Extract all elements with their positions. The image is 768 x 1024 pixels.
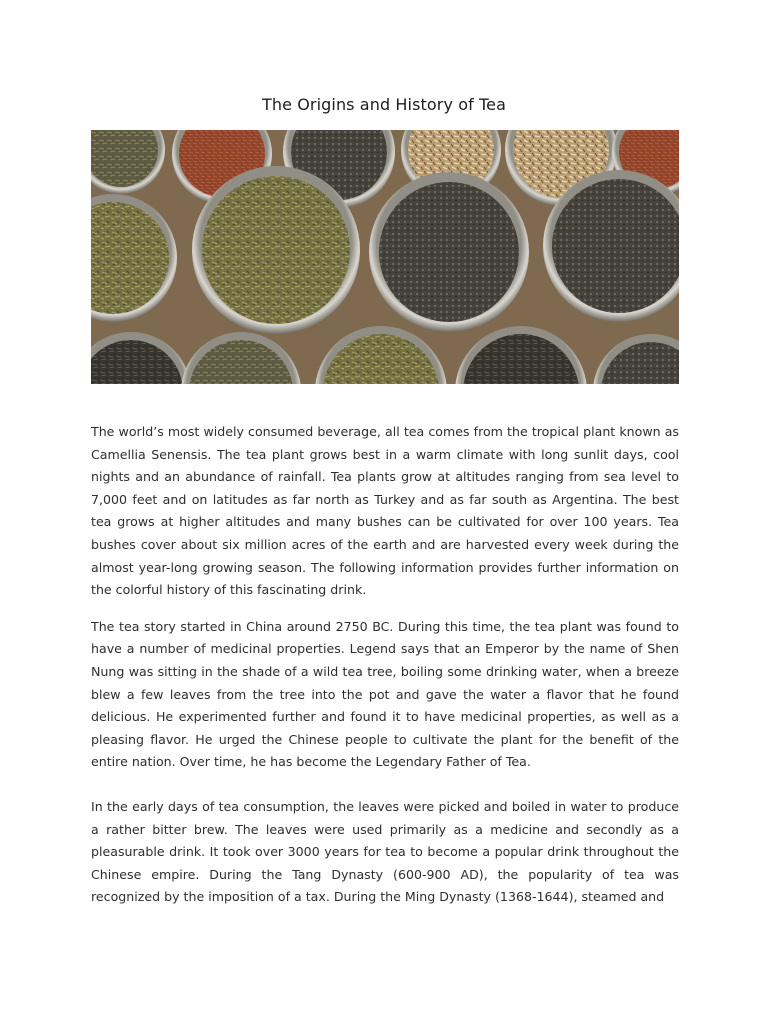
article-body <box>91 421 679 923</box>
tea-tins-illustration <box>91 130 679 384</box>
tea-tins-photo <box>91 130 679 384</box>
paragraph-2: The tea story started in China around 2750 BC. During this time, the tea plant was found to have a number of medicinal properties. Legend says that an Emperor by the name of Shen Nung was sitting in the shade of a wild tea tree, boiling some drinking water, when a breeze blew a few leaves from the tree into the pot and gave the water a flavor that he found delicious. He experimented further and found it to have medicinal properties, as well as a pleasing flavor. He urged the Chinese people to cultivate the plant for the benefit of the entire nation. Over time, he has become the Legendary Father of Tea. <box>91 618 679 770</box>
paragraph-1: The world’s most widely consumed beverage, all tea comes from the tropical plant known as Camellia Senensis. The tea plant grows best in a warm climate with long sunlit days, cool nights and an abundance of rainfall. Tea plants grow at altitudes ranging from sea level to 7,000 feet and on latitudes as far north as Turkey and as far south as Argentina. The best tea grows at higher altitudes and many bushes can be cultivated for over 100 years. Tea bushes cover about six million acres of the earth and are harvested every week during the almost year-long growing season. The following information provides further information on the colorful history of this fascinating drink. <box>91 424 679 598</box>
paragraph-3: In the early days of tea consumption, the leaves were picked and boiled in water to produce a rather bitter brew. The leaves were used primarily as a medicine and secondly as a pleasurable drink. It took over 3000 years for tea to become a popular drink throughout the Chinese empire. During the Tang Dynasty (600-900 AD), the popularity of tea was recognized by the imposition of a tax. During the Ming Dynasty (1368-1644), steamed and <box>91 798 679 905</box>
page-title: The Origins and History of Tea <box>261 95 507 114</box>
